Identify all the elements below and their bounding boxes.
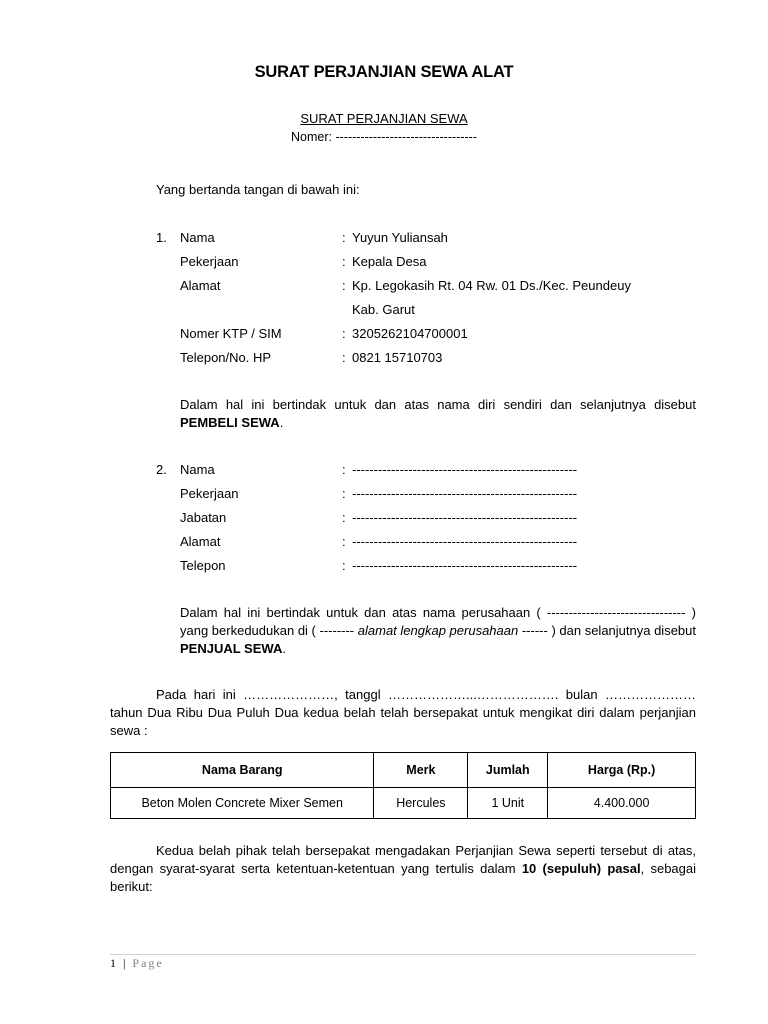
party2-role: PENJUAL SEWA <box>180 641 283 656</box>
party1-number: 1. <box>156 230 167 245</box>
party2-label-pekerjaan: Pekerjaan <box>180 486 239 501</box>
colon: : <box>342 254 346 269</box>
party2-label-alamat: Alamat <box>180 534 221 549</box>
party1-value-nama: Yuyun Yuliansah <box>352 230 448 245</box>
header-harga: Harga (Rp.) <box>548 753 696 788</box>
cell-nama-barang: Beton Molen Concrete Mixer Semen <box>111 788 374 819</box>
agreement-number: Nomer: ---------------------------------- <box>291 130 477 144</box>
party2-value-nama: ---------------------------------------------------- <box>352 462 578 477</box>
colon: : <box>342 278 346 293</box>
agreement-subtitle: SURAT PERJANJIAN SEWA <box>300 111 468 126</box>
closing-text-end: , sebagai berikut: <box>110 861 697 894</box>
party1-value-alamat-line2: Kab. Garut <box>352 302 415 317</box>
company-address-placeholder: alamat lengkap perusahaan <box>357 623 519 638</box>
colon: : <box>342 326 346 341</box>
closing-text: Kedua belah pihak telah bersepakat mengadakan Perjanjian Sewa seperti tersebut di atas, dengan syarat-syarat serta ketentuan-ketentuan yang tertulis dalam <box>110 843 696 876</box>
party1-value-alamat: Kp. Legokasih Rt. 04 Rw. 01 Ds./Kec. Peundeuy <box>352 278 631 293</box>
header-merk: Merk <box>374 753 468 788</box>
party2-value-telepon: ---------------------------------------------------- <box>352 558 578 573</box>
closing-paragraph <box>110 842 696 896</box>
cell-merk: Hercules <box>374 788 468 819</box>
intro-text: Yang bertanda tangan di bawah ini: <box>156 182 360 197</box>
party2-value-pekerjaan: ---------------------------------------------------- <box>352 486 578 501</box>
period: . <box>282 641 286 656</box>
colon: : <box>342 462 346 477</box>
colon: : <box>342 486 346 501</box>
article-count: 10 (sepuluh) pasal <box>521 861 641 876</box>
party2-statement-text-2: ------ ) dan selanjutnya disebut <box>518 623 697 638</box>
colon: : <box>342 510 346 525</box>
cell-jumlah: 1 Unit <box>468 788 548 819</box>
colon: : <box>342 558 346 573</box>
party2-label-telepon: Telepon <box>180 558 226 573</box>
cell-harga: 4.400.000 <box>548 788 696 819</box>
footer-divider <box>110 954 696 955</box>
party1-statement-text: Dalam hal ini bertindak untuk dan atas nama diri sendiri dan selanjutnya disebut <box>180 397 696 412</box>
party2-label-nama: Nama <box>180 462 215 477</box>
period: . <box>279 415 284 430</box>
page-label: Page <box>132 956 164 970</box>
document-title: SURAT PERJANJIAN SEWA ALAT <box>254 63 514 81</box>
party1-label-pekerjaan: Pekerjaan <box>180 254 239 269</box>
party1-label-telepon: Telepon/No. HP <box>180 350 272 365</box>
party1-statement <box>180 396 696 432</box>
party1-value-ktp: 3205262104700001 <box>352 326 468 341</box>
colon: : <box>342 230 346 245</box>
table-row <box>111 788 696 819</box>
header-jumlah: Jumlah <box>468 753 548 788</box>
footer-separator: | <box>123 956 128 970</box>
date-paragraph: Pada hari ini …………………, tanggl ………………...………………. bulan ………………… tahun Dua Ribu Dua Puluh Dua kedua belah telah bersepakat untuk mengikat diri dalam perjanjian sewa : <box>110 687 696 738</box>
party1-label-alamat: Alamat <box>180 278 221 293</box>
party1-role: PEMBELI SEWA <box>180 415 280 430</box>
party2-value-jabatan: ---------------------------------------------------- <box>352 510 578 525</box>
party1-label-ktp: Nomer KTP / SIM <box>180 326 282 341</box>
party2-value-alamat: ---------------------------------------------------- <box>352 534 578 549</box>
party1-value-telepon: 0821 15710703 <box>352 350 443 365</box>
page-number: 1 <box>110 956 118 970</box>
party2-number: 2. <box>156 462 167 477</box>
header-nama-barang: Nama Barang <box>111 753 374 788</box>
party2-label-jabatan: Jabatan <box>180 510 227 525</box>
party1-value-pekerjaan: Kepala Desa <box>352 254 427 269</box>
party2-statement <box>180 604 696 658</box>
page-footer <box>110 956 164 971</box>
rental-items-table <box>110 752 696 819</box>
party1-label-nama: Nama <box>180 230 215 245</box>
party2-statement-text: Dalam hal ini bertindak untuk dan atas nama perusahaan ( -------------------------------- ) yang berkedudukan di ( -------- <box>180 605 696 638</box>
colon: : <box>342 350 346 365</box>
colon: : <box>342 534 346 549</box>
table-header-row <box>111 753 696 788</box>
